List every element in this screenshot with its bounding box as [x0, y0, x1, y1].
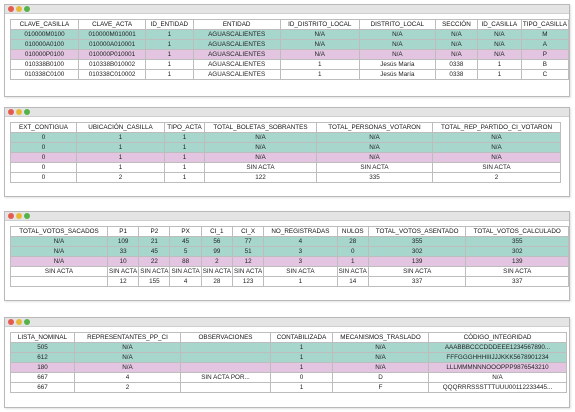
- table-cell: 3: [264, 257, 337, 267]
- table-cell: B: [521, 60, 568, 70]
- table-cell: N/A: [11, 237, 108, 247]
- column-header[interactable]: EXT_CONTIGUA: [11, 123, 77, 133]
- table-cell: N/A: [11, 247, 108, 257]
- table-cell: AGUASCALIENTES: [193, 30, 280, 40]
- table-cell: 33: [108, 247, 139, 257]
- table-cell: N/A: [317, 153, 433, 163]
- table-cell: AAABBBCCCDDDEEE1234567890...: [429, 343, 567, 353]
- table-cell: 1: [165, 133, 205, 143]
- table-cell: N/A: [11, 257, 108, 267]
- column-header[interactable]: TIPO_ACTA: [165, 123, 205, 133]
- table-cell: 010000M0100: [11, 30, 79, 40]
- table-row[interactable]: [11, 373, 567, 383]
- table-cell: 12: [108, 277, 139, 287]
- table-cell: 010000A010001: [78, 40, 145, 50]
- table-cell: 14: [337, 277, 368, 287]
- table-cell: 22: [139, 257, 170, 267]
- table-cell: SIN ACTA: [338, 268, 367, 275]
- table-cell: N/A: [435, 30, 477, 40]
- column-header[interactable]: TOTAL_REP_PARTIDO_CI_VOTARON: [433, 123, 561, 133]
- table-cell: F: [333, 383, 429, 393]
- column-header[interactable]: UBICACIÓN_CASILLA: [77, 123, 165, 133]
- column-header[interactable]: CLAVE_CASILLA: [11, 20, 79, 30]
- window-lista-nominal: [4, 317, 570, 408]
- column-header[interactable]: TIPO_CASILLA: [522, 21, 567, 28]
- table-cell: N/A: [477, 40, 521, 50]
- table-cell: N/A: [477, 50, 521, 60]
- window-votos: [4, 211, 570, 301]
- table-row[interactable]: [11, 40, 569, 50]
- table-cell: N/A: [75, 353, 181, 363]
- table-cell: N/A: [205, 143, 317, 153]
- close-window-button[interactable]: [8, 109, 14, 115]
- header-row: [11, 333, 567, 343]
- table-cell: 1: [77, 153, 165, 163]
- table-cell: 28: [337, 237, 368, 247]
- table-cell: AGUASCALIENTES: [193, 50, 280, 60]
- table-cell: N/A: [280, 50, 359, 60]
- table-row[interactable]: [11, 163, 561, 173]
- table-cell: 155: [139, 277, 170, 287]
- table-row[interactable]: [11, 133, 561, 143]
- column-header[interactable]: CÓDIGO_INTEGRIDAD: [429, 333, 567, 343]
- table-row[interactable]: [11, 153, 561, 163]
- column-header[interactable]: ID_CASILLA: [477, 20, 521, 30]
- table-cell: 10: [108, 257, 139, 267]
- table-row[interactable]: [11, 353, 567, 363]
- table-cell: 1: [477, 70, 521, 80]
- table-cell: 4: [264, 237, 337, 247]
- table-cell: 3: [264, 247, 337, 257]
- close-window-button[interactable]: [8, 213, 14, 219]
- table-row[interactable]: [11, 173, 561, 183]
- table-cell: SIN ACTA: [368, 267, 466, 277]
- table-cell: QQQRRRSSSTTTUUU00112233445...: [429, 383, 567, 393]
- column-header[interactable]: ID_DISTRITO_LOCAL: [280, 20, 359, 30]
- column-header[interactable]: CI_1: [201, 227, 232, 237]
- column-header[interactable]: TOTAL_VOTOS_ASENTADO: [368, 227, 466, 237]
- table-cell: 010000A0100: [11, 40, 79, 50]
- table-cell: 21: [139, 237, 170, 247]
- table-cell: SIN ACTA: [433, 163, 561, 173]
- table-cell: N/A: [333, 353, 429, 363]
- table-cell: 667: [11, 373, 75, 383]
- table-cell: 123: [232, 277, 263, 287]
- table-cell: 1: [165, 163, 205, 173]
- window-casilla-info: [4, 4, 570, 97]
- table-cell: 4: [170, 277, 201, 287]
- table-cell: SIN ACTA: [233, 268, 263, 275]
- table-cell: N/A: [75, 343, 181, 353]
- table-cell: 12: [232, 257, 263, 267]
- window-boletas: [4, 107, 570, 197]
- table-cell: 505: [11, 343, 75, 353]
- zoom-window-button[interactable]: [24, 6, 30, 12]
- table-row[interactable]: [11, 363, 567, 373]
- table-cell: N/A: [429, 373, 567, 383]
- table-cell: 0: [11, 153, 77, 163]
- table-cell: M: [521, 30, 568, 40]
- table-cell: 1: [146, 60, 193, 70]
- table-cell: N/A: [433, 133, 561, 143]
- table-cell: N/A: [333, 363, 429, 373]
- table-cell: N/A: [435, 50, 477, 60]
- table-cell: 99: [201, 247, 232, 257]
- table-cell: 5: [170, 247, 201, 257]
- table-cell: 51: [232, 247, 263, 257]
- table-cell: 2: [75, 383, 181, 393]
- column-header[interactable]: P1: [108, 227, 139, 237]
- table-cell: [11, 277, 108, 287]
- header-row: [11, 123, 561, 133]
- table-cell: N/A: [477, 30, 521, 40]
- column-header[interactable]: REPRESENTANTES_PP_CI: [75, 333, 181, 343]
- table-cell: N/A: [435, 40, 477, 50]
- window-titlebar: [5, 5, 569, 14]
- table-cell: 335: [317, 173, 433, 183]
- table-cell: N/A: [205, 133, 317, 143]
- table-cell: 302: [368, 247, 466, 257]
- table-cell: Jesús María: [359, 60, 435, 70]
- table-cell: D: [333, 373, 429, 383]
- column-header[interactable]: TOTAL_VOTOS_CALCULADO: [466, 227, 569, 237]
- table-cell: SIN ACTA: [140, 268, 169, 275]
- table-cell: 0: [11, 143, 77, 153]
- table-cell: SIN ACTA: [171, 268, 200, 275]
- table-cell: 0338: [435, 70, 477, 80]
- header-row: [11, 20, 569, 30]
- table-cell: 337: [466, 277, 569, 287]
- table-cell: 010000P010001: [78, 50, 145, 60]
- zoom-window-button[interactable]: [24, 213, 30, 219]
- table-cell: 0: [11, 173, 77, 183]
- table-cell: N/A: [317, 143, 433, 153]
- table-cell: SIN ACTA: [109, 268, 138, 275]
- table-cell: 0: [271, 373, 333, 383]
- column-header[interactable]: CI_X: [232, 227, 263, 237]
- table-cell: 1: [146, 40, 193, 50]
- window-titlebar: [5, 108, 569, 117]
- table-cell: SIN ACTA: [264, 267, 337, 277]
- column-header[interactable]: LISTA_NOMINAL: [11, 333, 75, 343]
- table-row[interactable]: [11, 143, 561, 153]
- table-cell: 28: [201, 277, 232, 287]
- header-row: [11, 227, 569, 237]
- table-cell: SIN ACTA: [317, 163, 433, 173]
- votos-table: [10, 226, 569, 287]
- table-cell: 337: [368, 277, 466, 287]
- table-cell: SIN ACTA: [11, 267, 108, 277]
- column-header[interactable]: MECANISMOS_TRASLADO: [333, 333, 429, 343]
- table-cell: 1: [271, 343, 333, 353]
- table-cell: LLLMMMNNNOOOPPP9876543210: [429, 363, 567, 373]
- close-window-button[interactable]: [8, 319, 14, 325]
- casilla-info-table: [10, 19, 569, 80]
- table-cell: 139: [368, 257, 466, 267]
- table-row[interactable]: [11, 267, 569, 277]
- table-cell: 109: [108, 237, 139, 247]
- column-header[interactable]: NULOS: [337, 227, 368, 237]
- table-cell: [181, 383, 271, 393]
- table-cell: N/A: [317, 133, 433, 143]
- column-header[interactable]: SECCIÓN: [435, 20, 477, 30]
- window-titlebar: [5, 318, 569, 327]
- table-cell: 0: [337, 247, 368, 257]
- table-row[interactable]: [11, 60, 569, 70]
- column-header[interactable]: OBSERVACIONES: [181, 333, 271, 343]
- table-cell: 1: [146, 50, 193, 60]
- table-cell: N/A: [333, 343, 429, 353]
- table-cell: 1: [264, 277, 337, 287]
- table-cell: 302: [466, 247, 569, 257]
- table-cell: SIN ACTA: [202, 268, 231, 275]
- table-cell: 1: [165, 153, 205, 163]
- table-row[interactable]: [11, 383, 567, 393]
- table-cell: N/A: [359, 30, 435, 40]
- table-cell: 2: [77, 173, 165, 183]
- minimize-window-button[interactable]: [16, 109, 22, 115]
- table-cell: 010338B010002: [78, 60, 145, 70]
- column-header[interactable]: ID_ENTIDAD: [146, 20, 193, 30]
- table-cell: N/A: [280, 40, 359, 50]
- table-cell: 56: [201, 237, 232, 247]
- table-cell: 0: [11, 163, 77, 173]
- table-cell: 1: [271, 383, 333, 393]
- table-row[interactable]: [11, 247, 569, 257]
- table-cell: 45: [170, 237, 201, 247]
- table-cell: 180: [11, 363, 75, 373]
- table-cell: 2: [201, 257, 232, 267]
- table-cell: 1: [477, 60, 521, 70]
- table-cell: SIN ACTA: [205, 163, 317, 173]
- table-cell: P: [521, 50, 568, 60]
- boletas-table: [10, 122, 561, 183]
- table-cell: 010000P0100: [11, 50, 79, 60]
- table-row[interactable]: [11, 50, 569, 60]
- table-cell: N/A: [433, 153, 561, 163]
- column-header[interactable]: TOTAL_PERSONAS_VOTARON: [317, 123, 433, 133]
- table-cell: SIN ACTA POR...: [181, 373, 271, 383]
- table-row[interactable]: [11, 277, 569, 287]
- minimize-window-button[interactable]: [16, 213, 22, 219]
- table-cell: 1: [271, 363, 333, 373]
- table-row[interactable]: [11, 70, 569, 80]
- table-cell: FFFGGGHHHIIIJJJKKK5678901234: [429, 353, 567, 363]
- table-cell: 1: [165, 173, 205, 183]
- table-cell: 88: [170, 257, 201, 267]
- table-cell: 45: [139, 247, 170, 257]
- table-cell: 139: [466, 257, 569, 267]
- table-cell: 1: [337, 257, 368, 267]
- table-cell: 612: [11, 353, 75, 363]
- column-header[interactable]: PX: [170, 227, 201, 237]
- table-cell: 1: [77, 133, 165, 143]
- table-cell: 010000M010001: [78, 30, 145, 40]
- minimize-window-button[interactable]: [16, 6, 22, 12]
- column-header[interactable]: DISTRITO_LOCAL: [359, 20, 435, 30]
- table-row[interactable]: [11, 257, 569, 267]
- column-header[interactable]: ENTIDAD: [193, 20, 280, 30]
- column-header[interactable]: TOTAL_BOLETAS_SOBRANTES: [205, 123, 317, 133]
- zoom-window-button[interactable]: [24, 109, 30, 115]
- table-cell: N/A: [359, 50, 435, 60]
- table-cell: 1: [146, 30, 193, 40]
- column-header[interactable]: CONTABILIZADA: [271, 333, 333, 343]
- table-cell: [181, 363, 271, 373]
- column-header[interactable]: TOTAL_VOTOS_SACADOS: [11, 227, 108, 237]
- table-cell: 1: [77, 163, 165, 173]
- table-cell: AGUASCALIENTES: [193, 40, 280, 50]
- table-cell: AGUASCALIENTES: [193, 70, 280, 80]
- lista-nominal-table: [10, 332, 567, 393]
- column-header[interactable]: P2: [139, 227, 170, 237]
- table-cell: 4: [75, 373, 181, 383]
- table-cell: 010338C0100: [11, 70, 79, 80]
- table-cell: AGUASCALIENTES: [193, 60, 280, 70]
- table-cell: 355: [466, 237, 569, 247]
- table-cell: 1: [146, 70, 193, 80]
- table-cell: 77: [232, 237, 263, 247]
- table-cell: C: [521, 70, 568, 80]
- table-cell: 1: [280, 60, 359, 70]
- close-window-button[interactable]: [8, 6, 14, 12]
- table-cell: 0: [11, 133, 77, 143]
- column-header[interactable]: CLAVE_ACTA: [78, 20, 145, 30]
- table-cell: N/A: [205, 153, 317, 163]
- minimize-window-button[interactable]: [16, 319, 22, 325]
- table-cell: A: [521, 40, 568, 50]
- table-cell: 0338: [435, 60, 477, 70]
- table-cell: 2: [433, 173, 561, 183]
- table-cell: 1: [280, 70, 359, 80]
- zoom-window-button[interactable]: [24, 319, 30, 325]
- table-cell: 122: [205, 173, 317, 183]
- table-cell: SIN ACTA: [466, 267, 569, 277]
- window-titlebar: [5, 212, 569, 221]
- table-cell: 1: [77, 143, 165, 153]
- table-cell: 1: [165, 143, 205, 153]
- table-row[interactable]: [11, 237, 569, 247]
- table-cell: [181, 353, 271, 363]
- table-cell: [181, 343, 271, 353]
- table-row[interactable]: [11, 343, 567, 353]
- table-cell: 010338B0100: [11, 60, 79, 70]
- table-cell: N/A: [433, 143, 561, 153]
- table-cell: N/A: [75, 363, 181, 373]
- table-cell: 355: [368, 237, 466, 247]
- column-header[interactable]: NO_REGISTRADAS: [264, 227, 337, 237]
- table-cell: Jesús María: [359, 70, 435, 80]
- table-cell: 667: [11, 383, 75, 393]
- table-cell: N/A: [280, 30, 359, 40]
- table-cell: 010338C010002: [78, 70, 145, 80]
- table-row[interactable]: [11, 30, 569, 40]
- table-cell: 1: [271, 353, 333, 363]
- table-cell: N/A: [359, 40, 435, 50]
